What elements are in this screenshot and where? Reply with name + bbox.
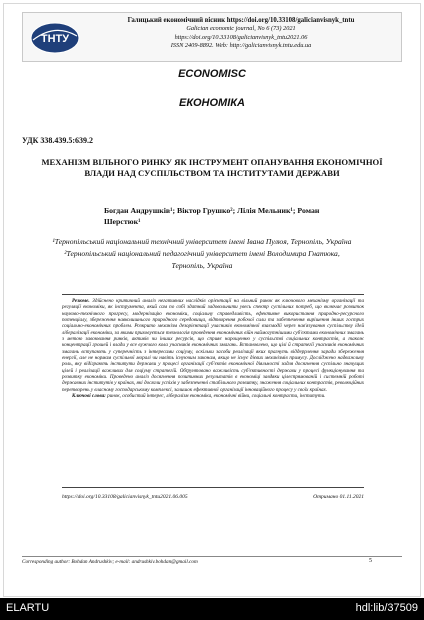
section-title-en: ECONOMISC: [178, 68, 246, 80]
abstract-paragraph: [62, 298, 364, 393]
article-doi-link[interactable]: https://doi.org/10.33108/galicianvisnyk_tntu2021.06.005: [62, 494, 188, 500]
page-footer: [22, 559, 402, 565]
udc-code: УДК 338.439.5:639.2: [22, 136, 94, 145]
journal-issn-line: ISSN 2409-8892. Web: http://galicianvisnyk.tntu.edu.ua: [170, 41, 312, 49]
journal-issue-line: Galician economic journal, No 6 (73) 2021: [186, 25, 296, 33]
keywords-label: Ключові слова:: [72, 393, 106, 400]
abstract-label: Резюме.: [72, 298, 90, 304]
article-doi-row: [62, 494, 364, 500]
university-logo-icon: [29, 19, 81, 57]
journal-header: [22, 12, 402, 62]
keywords-text: ринок, особистий інтерес, лібералізм економіка, економічні війни, соціальні контрасти, інститути.: [107, 393, 326, 400]
journal-title-line: Галицький економічний вісник https://doi.org/10.33108/galicianvisnyk_tntu: [127, 17, 355, 24]
keywords-paragraph: [62, 393, 364, 399]
abstract-text: Здійснено критичний аналіз негативних наслідків орієнтації на вільний ринок як ключового механізму організації та регуляції економіки, як інструмента, який сам по собі здатний задовольнити увесь спектр суспільних потреб, що включає розвиток науково-технічного прогресу, модернізацію економіки, соціальну справедливість, ефективне використання природно-ресурсного потенціалу, збереження навколишнього природного середовища, відтворення робочої сили та забезпечення вирішення інших гострих соціально-економічних проблем. Розкрито механізм дезорієнтації учасників економічної взаємодії через нав'язування суспільству ідей лібералізації економіки, за якими приховується технологія проведення економічних війн наймогутнішими суб'єктами економічних змагань з метою завоювання ринків, активів чи інших ресурсів, що сприяє нарощенню у суспільстві соціальних контрастів, а також концентрації грошей і влади у все вужчого кола учасників економічних змагань. Встановлено, що цілі й стратегії учасників економічних змагань вступають у суперечність з інтересами соціуму, оскільки засоби реалізації яких прагнуть віддеррлення заради збереження енергії, але не нормам суспільної моралі чи навіть існуючим законам, якщо не існує дієвих механізмів примусу. Досліджено надважливу роль, яку відіграють інститути держави у процесі організації суб'єктів економічної діяльності задля досягнення суспільно значущих цілей і реалізації важливих для соціуму стратегій. Обґрунтовано важливість суб'єктивності держави у процесі функціонування та розвитку економіки. Проведено аналіз досягнення позитивних результатів в економіці завдяки цілеспрямованій і системній роботі державних інститутів у країнах, які досягли успіхів у забезпеченні стабільного розвитку, знаження соціальних контрастів, революційних перетворень у власному господарському комплексі, залишок ефективної організації інноваційного процесу у своїх країнах.: [62, 298, 364, 393]
abstract-block: [62, 294, 364, 488]
footer-divider: [22, 556, 402, 557]
journal-doi-line: https://doi.org/10.33108/galicianvisnyk_tntu2021.06: [174, 33, 308, 41]
affiliations: [52, 236, 352, 272]
affiliation-1: ¹Тернопільський національний технічний університет імені Івана Пулюя, Тернопіль, Україна: [52, 237, 352, 246]
logo-text: ТНТУ: [40, 33, 70, 45]
repository-name: ELARTU: [6, 602, 50, 614]
authors-list: Богдан Андрушків¹; Віктор Грушко²; Лілія Мельник¹; Роман Шерстюк¹: [104, 206, 320, 226]
corresponding-author: Corresponding author: Bohdan Andrushkiv; e-mail: andrushkiv.bohdan@gmail.com: [22, 559, 198, 565]
article-title: МЕХАНІЗМ ВІЛЬНОГО РИНКУ ЯК ІНСТРУМЕНТ ОПАНУВАННЯ ЕКОНОМІЧНОЇ ВЛАДИ НАД СУСПІЛЬСТВОМ ТА ІНСТИТУТАМИ ДЕРЖАВИ: [41, 157, 383, 178]
received-date: Отримано 01.11.2021: [313, 494, 364, 500]
affiliation-2: ²Тернопільський національний педагогічний університет імені Володимира Гнатюка, Тернопіль, Україна: [64, 249, 340, 270]
handle-id[interactable]: hdl:lib/37509: [355, 602, 418, 614]
section-title-uk: ЕКОНОМІКА: [179, 97, 245, 109]
repository-bar: [0, 598, 424, 620]
page-number: 5: [369, 558, 372, 564]
